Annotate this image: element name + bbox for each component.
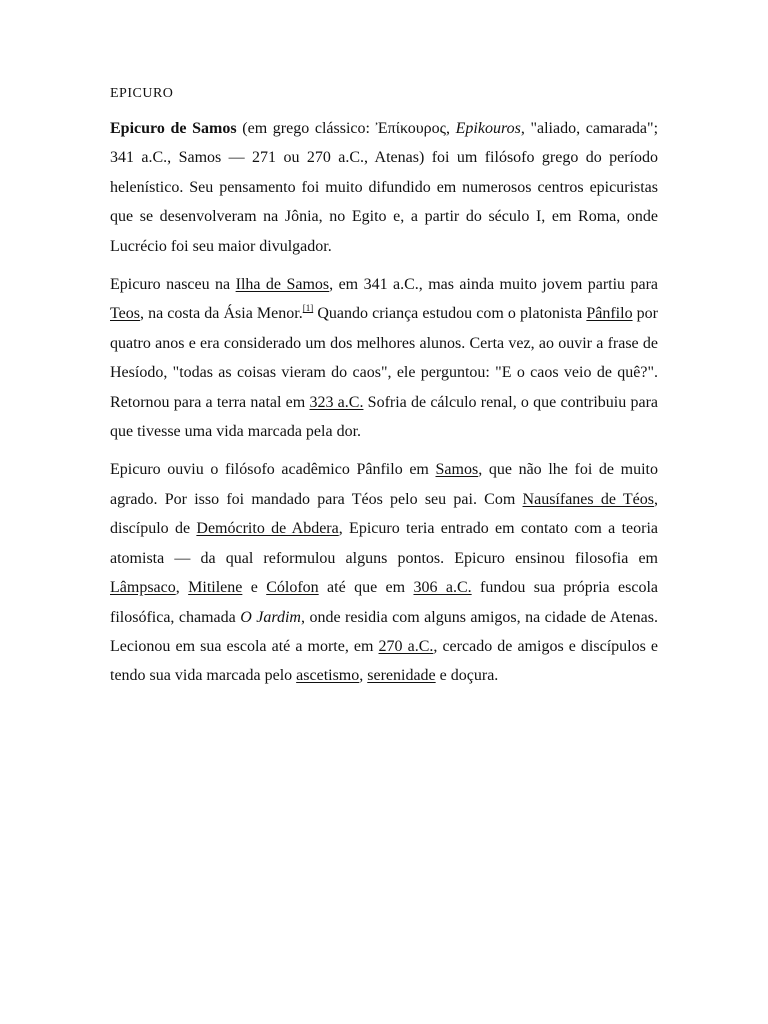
link-ascetismo[interactable]: ascetismo [296,667,360,685]
link-democrito-de-abdera[interactable]: Demócrito de Abdera [196,520,339,538]
text-segment: , discípulo de [110,490,658,538]
link-323-ac[interactable]: 323 a.C. [309,393,364,411]
text-segment: Epicuro nasceu na [110,276,236,294]
text-segment: , em 341 a.C., mas ainda muito jovem partiu para [329,276,659,294]
subject-name: Epicuro de Samos [110,120,237,137]
link-samos[interactable]: Samos [435,461,479,479]
link-teos[interactable]: Teos [110,305,140,323]
text-segment: e doçura. [435,667,499,685]
link-lampsaco[interactable]: Lâmpsaco [110,579,176,597]
paragraph-intro [110,114,658,261]
text-segment: , onde residia com alguns amigos, na cidade de Atenas. Lecionou em sua escola até a morte, em [110,608,658,655]
paragraph-teaching [110,455,658,690]
text-segment: até que em [318,579,414,597]
link-mitilene[interactable]: Mitilene [188,579,243,597]
text-segment: Epicuro ouviu o filósofo acadêmico Pânfilo em [110,461,436,479]
document-title: EPICURO [110,86,174,101]
greek-name: Ἐπίκουρος [375,120,446,137]
link-nausifanes-de-teos[interactable]: Nausífanes de Téos [522,490,654,508]
text-segment: , "aliado, camarada"; 341 a.C., Samos — 271 ou 270 a.C., Atenas) foi um filósofo grego do período helenístico. Seu pensamento foi muito difundido em numerosos centros epicuristas que se desenvolveram na Jônia, no Egito e, a partir do século I, em Roma, onde Lucrécio foi seu maior divulgador. [110,120,659,255]
text-segment: , [445,120,456,137]
text-segment: , Epicuro teria entrado em contato com a teoria atomista — da qual reformulou alguns pontos. Epicuro ensinou filosofia em [110,520,658,567]
footnote-reference[interactable]: [1] [302,303,314,314]
text-segment: Sofria de cálculo renal, o que contribuiu para que tivesse uma vida marcada pela dor. [110,393,658,441]
text-segment: , [359,667,368,685]
text-segment: (em grego clássico: [236,120,376,137]
paragraph-biography [110,270,658,446]
text-segment: e [242,579,267,597]
text-segment: fundou sua própria escola filosófica, chamada [110,579,658,626]
document-page [110,84,658,691]
link-270-ac[interactable]: 270 a.C. [378,637,434,655]
text-segment: , na costa da Ásia Menor. [139,305,303,323]
link-panfilo[interactable]: Pânfilo [586,305,633,323]
text-segment: , cercado de amigos e discípulos e tendo sua vida marcada pelo [110,637,658,685]
transliteration: Epikouros [455,120,521,137]
text-segment: , [175,579,189,597]
school-name: O Jardim [240,608,301,626]
link-colofon[interactable]: Cólofon [266,579,319,597]
link-306-ac[interactable]: 306 a.C. [413,579,472,597]
text-segment: por quatro anos e era considerado um dos melhores alunos. Certa vez, ao ouvir a frase de Hesíodo, "todas as coisas vieram do caos", ele perguntou: "E o caos veio de quê?". Retornou para a terra natal em [110,305,658,411]
text-segment: , que não lhe foi de muito agrado. Por isso foi mandado para Téos pelo seu pai. Com [110,461,658,508]
link-ilha-de-samos[interactable]: Ilha de Samos [235,276,330,294]
text-segment: Quando criança estudou com o platonista [313,305,587,323]
link-serenidade[interactable]: serenidade [367,667,436,685]
